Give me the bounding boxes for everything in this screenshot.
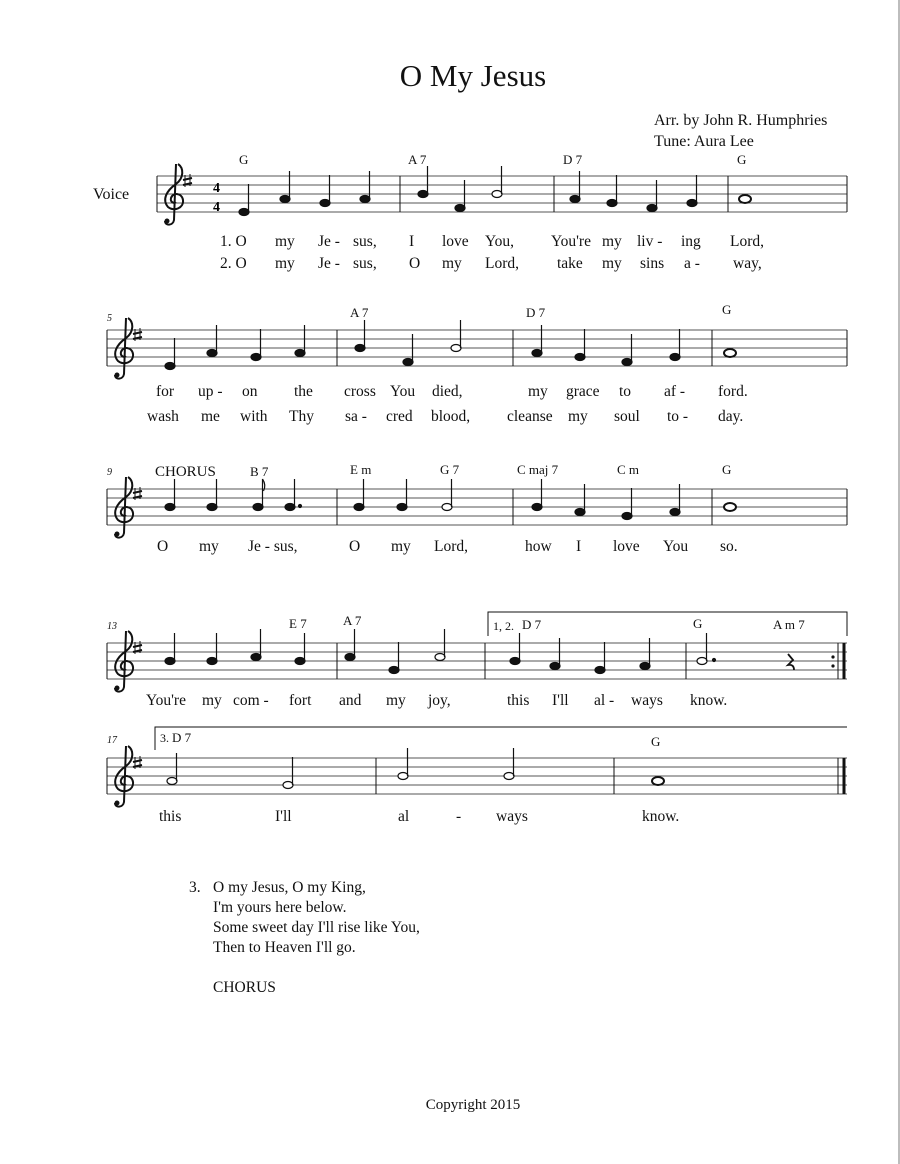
lyric-syllable: liv - — [637, 233, 663, 250]
lyric-syllable: up - — [198, 383, 223, 400]
chord-symbol: G — [693, 616, 703, 631]
lyric-syllable: my — [528, 383, 548, 400]
chord-symbol: E m — [350, 462, 372, 477]
verse-3 — [189, 878, 420, 998]
lyric-syllable: Lord, — [730, 233, 765, 250]
lyric-syllable: af - — [664, 383, 686, 400]
lyric-syllable: know. — [642, 808, 680, 825]
lyric-syllable: You're — [146, 692, 186, 709]
lyric-syllable: joy, — [428, 692, 451, 709]
chord-symbol: A 7 — [350, 305, 369, 320]
lyric-syllable: a - — [684, 255, 700, 272]
chord-symbol: D 7 — [526, 305, 546, 320]
lyric-syllable: love — [613, 538, 640, 555]
lyric-syllable: on — [242, 383, 258, 400]
lyric-syllable: died, — [432, 383, 463, 400]
chord-symbol: A 7 — [343, 613, 362, 628]
chord-symbol: A m 7 — [773, 617, 805, 632]
measure-number: 13 — [107, 621, 117, 632]
lyric-syllable: the — [294, 383, 313, 400]
chord-symbol: A 7 — [408, 152, 427, 167]
lyric-syllable: ing — [681, 233, 701, 250]
lyric-syllable: I — [576, 538, 582, 555]
lyric-syllable: ways — [631, 692, 663, 709]
lyric-syllable: grace — [566, 383, 600, 400]
chord-symbol: G — [722, 302, 732, 317]
staff-system-4 — [107, 612, 847, 692]
chord-symbol: G — [737, 152, 747, 167]
lyric-syllable: to - — [667, 408, 689, 425]
svg-text:4: 4 — [213, 200, 220, 215]
lyric-syllable: cross — [344, 383, 376, 400]
chorus-label: CHORUS — [155, 464, 216, 480]
copyright: Copyright 2015 — [425, 1097, 521, 1113]
lyric-syllable: my — [275, 233, 295, 250]
lyric-syllable: my — [199, 538, 219, 555]
chord-symbol: C maj 7 — [517, 462, 559, 477]
lyric-syllable: my — [391, 538, 411, 555]
lyric-syllable: 1. O — [220, 233, 247, 250]
lyric-syllable: my — [602, 255, 622, 272]
chord-symbol: G — [651, 734, 661, 749]
lyric-syllable: O — [409, 255, 421, 272]
lyric-syllable: this — [507, 692, 530, 709]
chord-symbol: D 7 — [522, 617, 542, 632]
lyric-syllable: You — [390, 383, 416, 400]
arranger-credit: Arr. by John R. Humphries — [654, 112, 828, 129]
lyric-syllable: so. — [720, 538, 738, 555]
lyric-syllable: sus, — [353, 233, 377, 250]
lyric-syllable: al - — [594, 692, 615, 709]
lyric-syllable: soul — [614, 408, 640, 425]
lyric-syllable: cleanse — [507, 408, 553, 425]
lyric-syllable: blood, — [431, 408, 471, 425]
lyric-syllable: sins — [640, 255, 665, 272]
lyric-syllable: for — [156, 383, 175, 400]
lyric-syllable: Je - — [318, 255, 340, 272]
lyric-syllable: O — [349, 538, 361, 555]
lyric-syllable: fort — [289, 692, 312, 709]
chord-symbol: D 7 — [172, 730, 192, 745]
chord-symbol: G — [722, 462, 732, 477]
lyric-syllable: my — [442, 255, 462, 272]
lyric-syllable: Je - — [318, 233, 340, 250]
lyric-syllable: ways — [496, 808, 528, 825]
measure-number: 17 — [107, 735, 117, 746]
lyric-syllable: O — [157, 538, 169, 555]
lyric-syllable: wash — [147, 408, 179, 425]
lyric-syllable: cred — [386, 408, 413, 425]
chord-symbol: B 7 — [250, 464, 269, 479]
lyric-syllable: my — [568, 408, 588, 425]
lyric-syllable: Lord, — [434, 538, 469, 555]
lyric-syllable: I — [409, 233, 415, 250]
svg-text:4: 4 — [213, 181, 220, 196]
song-title: O My Jesus — [399, 58, 547, 93]
lyric-syllable: my — [602, 233, 622, 250]
verse-line: O my Jesus, O my King, — [213, 879, 366, 896]
lyric-syllable: me — [201, 408, 220, 425]
chord-symbol: E 7 — [289, 616, 307, 631]
instrument-label: Voice — [93, 186, 130, 203]
verse-line: I'm yours here below. — [213, 899, 347, 916]
staff-system-1 — [157, 164, 847, 225]
ending-label: 1, 2. — [493, 619, 514, 633]
verse-number: 3. — [189, 879, 201, 896]
lyric-syllable: You're — [551, 233, 591, 250]
lyric-syllable: Lord, — [485, 255, 520, 272]
lyric-syllable: know. — [690, 692, 728, 709]
lyric-syllable: love — [442, 233, 469, 250]
lyric-syllable: this — [159, 808, 182, 825]
lyric-syllable: al — [398, 808, 410, 825]
verse-chorus-label: CHORUS — [213, 979, 276, 996]
lyric-syllable: my — [202, 692, 222, 709]
lyric-syllable: take — [557, 255, 583, 272]
chord-symbol: G 7 — [440, 462, 460, 477]
staff-system-3 — [107, 477, 847, 538]
lyric-syllable: 2. O — [220, 255, 247, 272]
lyric-syllable: sa - — [345, 408, 367, 425]
measure-number: 5 — [107, 313, 112, 324]
ending-label: 3. — [160, 731, 169, 745]
lyric-syllable: with — [240, 408, 268, 425]
lyric-syllable: com - — [233, 692, 269, 709]
lyric-syllable: Je - sus, — [248, 538, 298, 555]
lyric-syllable: - — [456, 808, 462, 825]
lyric-syllable: to — [619, 383, 632, 400]
lyric-syllable: You, — [485, 233, 515, 250]
tune-credit: Tune: Aura Lee — [654, 133, 754, 150]
verse-line: Then to Heaven I'll go. — [213, 939, 356, 956]
lyric-syllable: I'll — [552, 692, 569, 709]
lyric-syllable: sus, — [353, 255, 377, 272]
chord-symbol: C m — [617, 462, 640, 477]
lyric-syllable: how — [525, 538, 552, 555]
lyric-syllable: ford. — [718, 383, 748, 400]
measure-number: 9 — [107, 467, 112, 478]
lyric-syllable: and — [339, 692, 362, 709]
verse-line: Some sweet day I'll rise like You, — [213, 919, 420, 936]
lyric-syllable: way, — [733, 255, 762, 272]
lyric-syllable: my — [275, 255, 295, 272]
chord-symbol: G — [239, 152, 249, 167]
lyric-syllable: my — [386, 692, 406, 709]
staff-system-5 — [107, 727, 847, 807]
lyric-syllable: day. — [718, 408, 744, 425]
chord-symbol: D 7 — [563, 152, 583, 167]
lyric-syllable: Thy — [289, 408, 314, 425]
lyric-syllable: I'll — [275, 808, 292, 825]
staff-system-2 — [107, 318, 847, 379]
lyric-syllable: You — [663, 538, 689, 555]
